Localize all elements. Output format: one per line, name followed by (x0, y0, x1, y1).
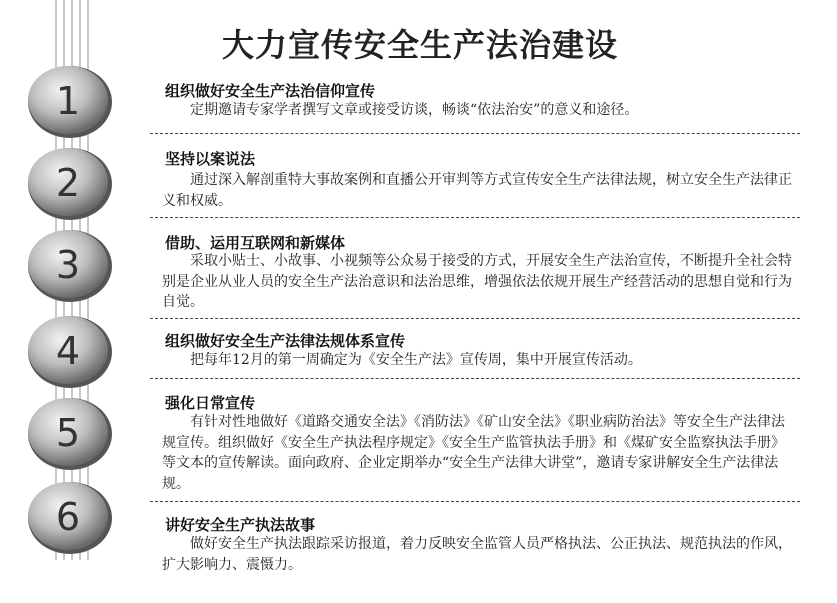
section-2 (150, 148, 800, 208)
section-heading: 组织做好安全生产法治信仰宣传 (165, 82, 376, 100)
disc-number-4: 4 (55, 329, 81, 373)
number-disc-4 (22, 312, 122, 392)
disc-number-1: 1 (55, 79, 81, 123)
divider (150, 378, 800, 379)
section-body: 做好安全生产执法跟踪采访报道，着力反映安全监管人员严格执法、公正执法、规范执法的作风，扩大影响力、震慑力。 (162, 536, 792, 573)
section-body: 把每年12月的第一周确定为《安全生产法》宣传周，集中开展宣传活动。 (190, 352, 642, 368)
section-heading: 坚持以案说法 (165, 150, 256, 168)
section-heading: 强化日常宣传 (165, 394, 256, 412)
section-3 (150, 232, 800, 312)
section-body: 采取小贴士、小故事、小视频等公众易于接受的方式，开展安全生产法治宣传，不断提升全社会特别是企业从业人员的安全生产法治意识和法治思维，增强依法依规开展生产经营活动的思想自觉和行为自觉。 (162, 253, 792, 310)
number-disc-3 (22, 226, 122, 306)
number-disc-1 (22, 62, 122, 142)
divider (150, 501, 800, 502)
disc-number-3: 3 (55, 243, 81, 287)
section-heading: 组织做好安全生产法律法规体系宣传 (165, 332, 406, 350)
disc-number-5: 5 (55, 411, 81, 455)
page-title: 大力宣传安全生产法治建设 (221, 26, 618, 64)
disc-number-2: 2 (55, 161, 81, 205)
section-body: 通过深入解剖重特大事故案例和直播公开审判等方式宣传安全生产法律法规，树立安全生产法律正义和权威。 (162, 172, 792, 209)
divider (150, 318, 800, 319)
section-4 (150, 330, 800, 374)
number-disc-2 (22, 144, 122, 224)
section-heading: 借助、运用互联网和新媒体 (165, 234, 346, 252)
disc-number-6: 6 (55, 495, 81, 539)
number-disc-5 (22, 394, 122, 474)
number-disc-6 (22, 478, 122, 558)
divider (150, 217, 800, 218)
section-1 (150, 80, 800, 132)
divider (150, 133, 800, 134)
section-5 (150, 392, 800, 492)
section-heading: 讲好安全生产执法故事 (165, 516, 316, 534)
section-body: 定期邀请专家学者撰写文章或接受访谈，畅谈“依法治安”的意义和途径。 (190, 102, 639, 118)
section-6 (150, 514, 800, 584)
section-body: 有针对性地做好《道路交通安全法》《消防法》《矿山安全法》《职业病防治法》等安全生产法律法规宣传。组织做好《安全生产执法程序规定》《安全生产监管执法手册》和《煤矿安全监察执法手册》等文本的宣传解读。面向政府、企业定期举办“安全生产法律大讲堂”，邀请专家讲解安全生产法律法规。 (162, 414, 785, 492)
